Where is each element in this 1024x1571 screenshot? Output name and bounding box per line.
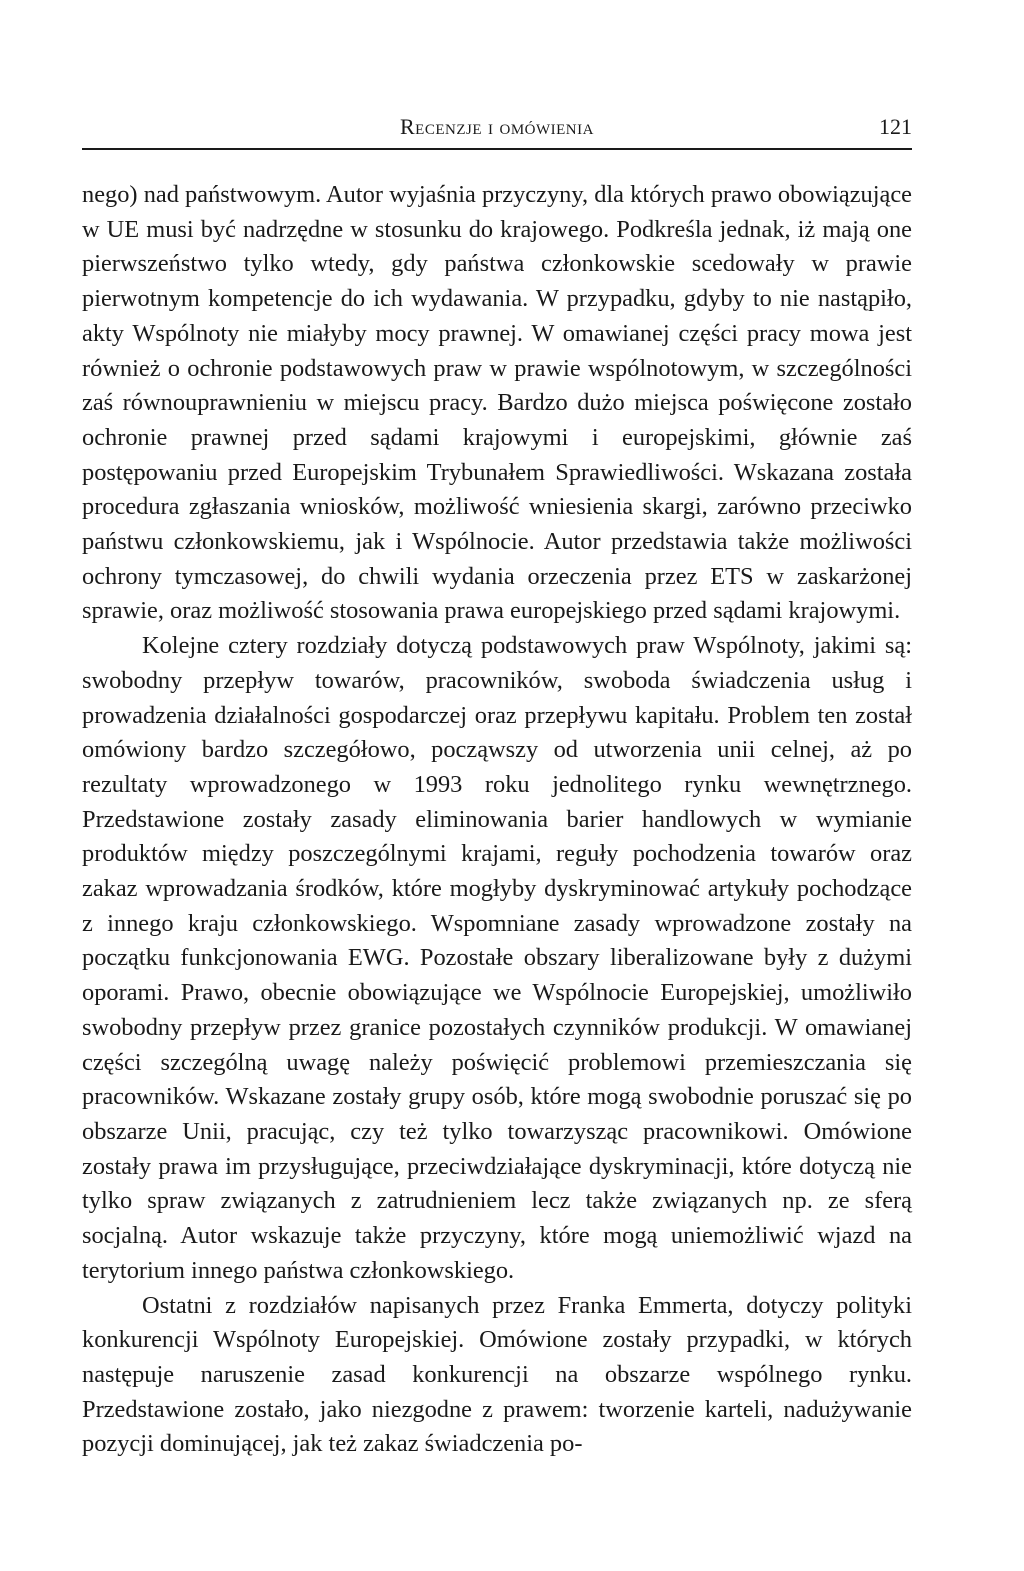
page: [82, 108, 912, 1462]
body-text: [82, 178, 912, 1462]
paragraph: Kolejne cztery rozdziały dotyczą podstawowych praw Wspólnoty, jakimi są: swobodny przepływ towarów, pracowników, swoboda świadczenia usług i prowadzenia działalności gospodarczej oraz przepływu kapitału. Problem ten został omówiony bardzo szczegółowo, począwszy od utworzenia unii celnej, aż po rezultaty wprowadzonego w 1993 roku jednolitego rynku wewnętrznego. Przedstawione zostały zasady eliminowania barier handlowych w wymianie produktów między poszczególnymi krajami, reguły pochodzenia towarów oraz zakaz wprowadzania środków, które mogłyby dyskryminować artykuły pochodzące z innego kraju członkowskiego. Wspomniane zasady wprowadzone zostały na początku funkcjonowania EWG. Pozostałe obszary liberalizowane były z dużymi oporami. Prawo, obecnie obowiązujące we Wspólnocie Europejskiej, umożliwiło swobodny przepływ przez granice pozostałych czynników produkcji. W omawianej części szczególną uwagę należy poświęcić problemowi przemieszczania się pracowników. Wskazane zostały grupy osób, które mogą swobodnie poruszać się po obszarze Unii, pracując, czy też tylko towarzysząc pracownikowi. Omówione zostały prawa im przysługujące, przeciwdziałające dyskryminacji, które dotyczą nie tylko spraw związanych z zatrudnieniem lecz także związanych np. ze sferą socjalną. Autor wskazuje także przyczyny, które mogą uniemożliwić wjazd na terytorium innego państwa członkowskiego.: [82, 632, 912, 1284]
page-number: 121: [879, 114, 912, 139]
paragraph: nego) nad państwowym. Autor wyjaśnia przyczyny, dla których prawo obowiązujące w UE musi być nadrzędne w stosunku do krajowego. Podkreśla jednak, iż mają one pierwszeństwo tylko wtedy, gdy państwa członkowskie scedowały w prawie pierwotnym kompetencje do ich wydawania. W przypadku, gdyby to nie nastąpiło, akty Wspólnoty nie miałyby mocy prawnej. W omawianej części pracy mowa jest również o ochronie podstawowych praw w prawie wspólnotowym, w szczególności zaś równouprawnieniu w miejscu pracy. Bardzo dużo miejsca poświęcone zostało ochronie prawnej przed sądami krajowymi i europejskimi, głównie zaś postępowaniu przed Europejskim Trybunałem Sprawiedliwości. Wskazana została procedura zgłaszania wniosków, możliwość wniesienia skargi, zarówno przeciwko państwu członkowskiemu, jak i Wspólnocie. Autor przedstawia także możliwości ochrony tymczasowej, do chwili wydania orzeczenia przez ETS w zaskarżonej sprawie, oraz możliwość stosowania prawa europejskiego przed sądami krajowymi.: [82, 181, 912, 625]
running-head: Recenzje i omówienia: [400, 114, 594, 139]
page-header: [82, 108, 912, 150]
paragraph: Ostatni z rozdziałów napisanych przez Franka Emmerta, dotyczy polityki konkurencji Wspólnoty Europejskiej. Omówione zostały przypadki, w których następuje naruszenie zasad konkurencji na obszarze wspólnego rynku. Przedstawione zostało, jako niezgodne z prawem: tworzenie karteli, nadużywanie pozycji dominującej, jak też zakaz świadczenia po-: [82, 1291, 912, 1458]
